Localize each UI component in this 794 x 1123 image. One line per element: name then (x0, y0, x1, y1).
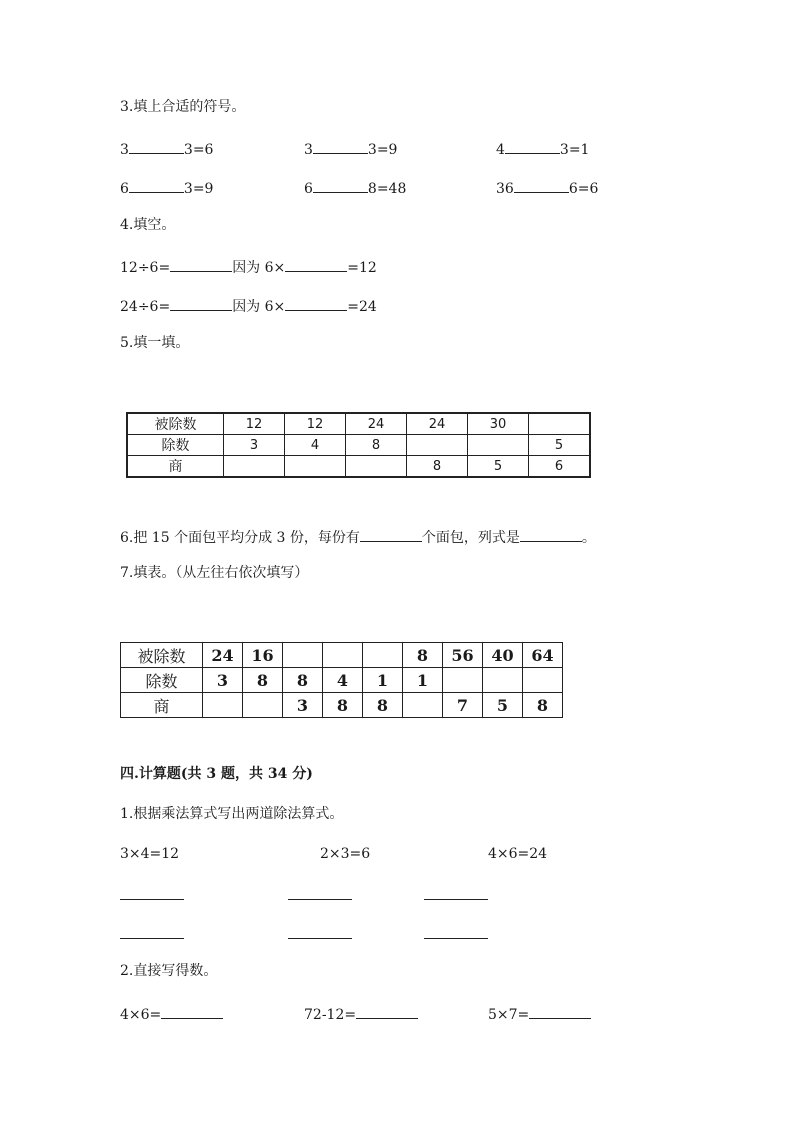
answer-line[interactable] (424, 938, 488, 939)
answer-blank[interactable] (505, 140, 560, 154)
calc-q2-item: 5×7= (488, 1005, 591, 1022)
calc-q1-item: 3×4=12 (120, 846, 180, 862)
table-cell: 56 (443, 643, 483, 668)
q3-item-5: 6 8=48 (304, 181, 407, 197)
table-cell: 3 (203, 668, 243, 693)
table-cell[interactable] (443, 668, 483, 693)
table-cell: 8 (243, 668, 283, 693)
answer-line[interactable] (120, 938, 184, 939)
table-cell[interactable] (523, 668, 563, 693)
q3-item-3: 4 3=1 (496, 142, 590, 158)
q4-title: 4.填空。 (120, 217, 176, 233)
table-cell[interactable] (407, 435, 468, 456)
answer-line[interactable] (424, 899, 488, 900)
table-cell: 8 (363, 693, 403, 718)
q4-line-2: 24÷6= 因为 6× =24 (120, 299, 377, 315)
table-cell[interactable] (224, 456, 285, 478)
division-table-2 (120, 642, 563, 718)
q5-title: 5.填一填。 (120, 335, 190, 351)
table-row (127, 413, 590, 435)
table-cell: 40 (483, 643, 523, 668)
table-cell[interactable] (529, 413, 591, 435)
table-cell: 24 (203, 643, 243, 668)
table-cell: 8 (523, 693, 563, 718)
answer-blank[interactable] (170, 297, 232, 311)
table-cell: 3 (224, 435, 285, 456)
table-cell: 12 (285, 413, 346, 435)
calc-q2-item: 72-12= (304, 1005, 418, 1022)
table-cell: 6 (529, 456, 591, 478)
table-row (127, 435, 590, 456)
table-cell: 8 (407, 456, 468, 478)
row-header: 被除数 (127, 413, 224, 435)
table-row (121, 643, 563, 668)
q3-title: 3.填上合适的符号。 (120, 99, 246, 115)
table-cell: 24 (407, 413, 468, 435)
table-cell: 24 (346, 413, 407, 435)
table-cell[interactable] (346, 456, 407, 478)
table-cell[interactable] (243, 693, 283, 718)
calc-q2-title: 2.直接写得数。 (120, 963, 218, 979)
row-header: 除数 (121, 668, 203, 693)
table-row (127, 456, 590, 478)
answer-blank[interactable] (285, 258, 347, 272)
q3-item-2: 3 3=9 (304, 142, 398, 158)
table-cell: 5 (468, 456, 529, 478)
table-cell[interactable] (285, 456, 346, 478)
table-cell[interactable] (403, 693, 443, 718)
table-row (121, 668, 563, 693)
table-cell[interactable] (203, 693, 243, 718)
table-cell: 5 (529, 435, 591, 456)
table-cell: 8 (403, 643, 443, 668)
section-title: 四.计算题(共 3 题，共 34 分) (120, 766, 313, 782)
q4-line-1: 12÷6= 因为 6× =12 (120, 260, 377, 276)
answer-blank[interactable] (356, 1005, 418, 1019)
table-cell: 7 (443, 693, 483, 718)
row-header: 商 (121, 693, 203, 718)
answer-blank[interactable] (520, 528, 582, 542)
table-cell: 16 (243, 643, 283, 668)
q3-item-1: 3 3=6 (120, 142, 214, 158)
answer-blank[interactable] (360, 528, 422, 542)
table-cell[interactable] (363, 643, 403, 668)
division-table-1 (126, 412, 591, 478)
calc-q1-title: 1.根据乘法算式写出两道除法算式。 (120, 806, 344, 822)
table-cell: 8 (346, 435, 407, 456)
table-cell: 4 (323, 668, 363, 693)
q3-item-6: 36 6=6 (496, 181, 599, 197)
answer-blank[interactable] (514, 179, 569, 193)
table-cell[interactable] (483, 668, 523, 693)
answer-line[interactable] (288, 899, 352, 900)
table-cell: 5 (483, 693, 523, 718)
answer-blank[interactable] (313, 140, 368, 154)
answer-blank[interactable] (129, 179, 184, 193)
table-cell: 8 (283, 668, 323, 693)
row-header: 商 (127, 456, 224, 478)
answer-blank[interactable] (285, 297, 347, 311)
answer-blank[interactable] (170, 258, 232, 272)
q7-title: 7.填表。（从左往右依次填写） (120, 565, 309, 581)
table-cell[interactable] (468, 435, 529, 456)
calc-q1-item: 2×3=6 (320, 846, 371, 862)
answer-line[interactable] (120, 899, 184, 900)
table-row (121, 693, 563, 718)
table-cell[interactable] (323, 643, 363, 668)
row-header: 被除数 (121, 643, 203, 668)
row-header: 除数 (127, 435, 224, 456)
calc-q2-item: 4×6= (120, 1005, 223, 1022)
answer-blank[interactable] (129, 140, 184, 154)
table-cell: 8 (323, 693, 363, 718)
table-cell: 1 (363, 668, 403, 693)
answer-blank[interactable] (161, 1005, 223, 1019)
answer-blank[interactable] (313, 179, 368, 193)
answer-line[interactable] (288, 938, 352, 939)
q6-line: 6.把 15 个面包平均分成 3 份，每份有 个面包，列式是 。 (120, 530, 596, 546)
q3-item-4: 6 3=9 (120, 181, 214, 197)
table-cell: 1 (403, 668, 443, 693)
table-cell: 3 (283, 693, 323, 718)
table-cell: 64 (523, 643, 563, 668)
answer-blank[interactable] (529, 1005, 591, 1019)
calc-q1-item: 4×6=24 (488, 846, 548, 862)
table-cell[interactable] (283, 643, 323, 668)
table-cell: 4 (285, 435, 346, 456)
table-cell: 30 (468, 413, 529, 435)
table-cell: 12 (224, 413, 285, 435)
